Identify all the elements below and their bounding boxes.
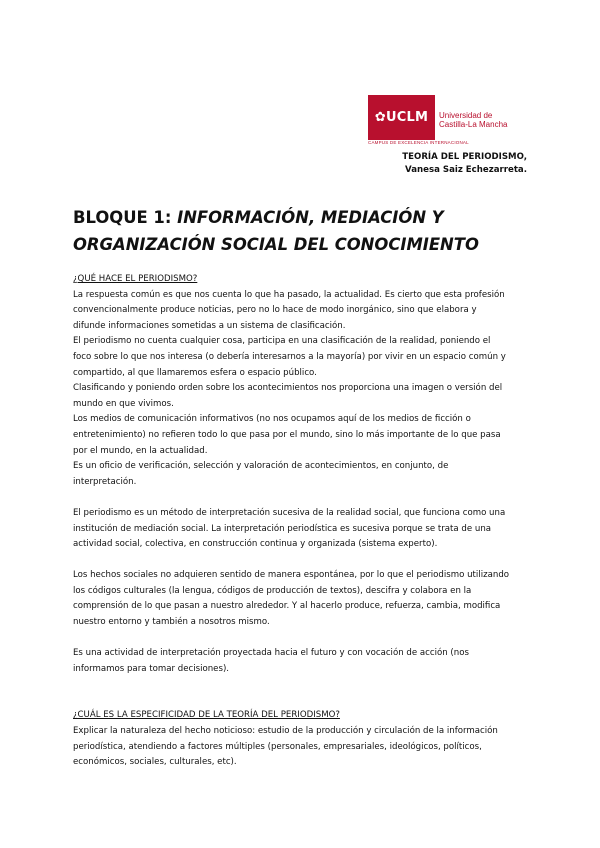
body-line: Es una actividad de interpretación proyectada hacia el futuro y con vocación de acción (nos (73, 648, 469, 659)
logo-badge (368, 95, 435, 140)
body-line: interpretación. (73, 476, 137, 487)
logo-name-line2: Castilla-La Mancha (439, 120, 508, 129)
body-line: Es un oficio de verificación, selección y valoración de acontecimientos, en conjunto, de (73, 461, 449, 472)
body-line: económicos, sociales, culturales, etc). (73, 757, 237, 768)
logo-name-line1: Universidad de (439, 111, 493, 120)
body-line: informamos para tomar decisiones). (73, 663, 230, 674)
course-title: TEORÍA DEL PERIODISMO, (402, 152, 527, 162)
body-line: La respuesta común es que nos cuenta lo que ha pasado, la actualidad. Es cierto que esta profesión (73, 289, 505, 300)
author-name: Vanesa Saiz Echezarreta. (405, 165, 527, 175)
body-line: Clasificando y poniendo orden sobre los acontecimientos nos proporciona una imagen o versión del (73, 383, 503, 394)
body-line: compartido, al que llamaremos esfera o espacio público. (73, 367, 317, 378)
section-gap (73, 677, 533, 708)
body-line: por el mundo, en la actualidad. (73, 445, 208, 456)
body-line: entretenimiento) no refieren todo lo que pasa por el mundo, sino lo más importante de lo que pasa (73, 429, 501, 440)
body-line: foco sobre lo que nos interesa (o debería interesarnos a la mayoría) por vivir en un espacio común y (73, 351, 506, 362)
course-header (402, 151, 527, 177)
body-line: comprensión de lo que pasan a nuestro alrededor. Y al hacerlo produce, refuerza, cambia, modifica (73, 601, 501, 612)
document-body (73, 272, 533, 771)
body-line: los códigos culturales (la lengua, códigos de producción de textos), descifra y colabora en la (73, 585, 472, 596)
body-line: El periodismo no cuenta cualquier cosa, participa en una clasificación de la realidad, poniendo el (73, 336, 491, 347)
body-line: nuestro entorno y también a nosotros mismo. (73, 617, 270, 628)
body-line: mundo en que vivimos. (73, 398, 174, 409)
university-logo (368, 95, 528, 145)
body-line: Explicar la naturaleza del hecho noticioso: estudio de la producción y circulación de la información (73, 726, 498, 737)
section-heading-1: ¿QUÉ HACE EL PERIODISMO? (73, 274, 198, 284)
title-line1: INFORMACIÓN, MEDIACIÓN Y (177, 208, 444, 227)
body-line: difunde informaciones sometidas a un sistema de clasificación. (73, 320, 346, 331)
title-line2: ORGANIZACIÓN SOCIAL DEL CONOCIMIENTO (73, 235, 479, 254)
body-line: El periodismo es un método de interpretación sucesiva de la realidad social, que funciona como una (73, 507, 506, 518)
body-line: convencionalmente produce noticias, pero no lo hace de modo inorgánico, sino que elabora y (73, 305, 477, 316)
paragraph-gap (73, 490, 533, 506)
body-line: institución de mediación social. La interpretación periodística es sucesiva porque se trata de una (73, 523, 492, 534)
logo-mark: ✿UCLM (374, 110, 429, 125)
body-line: Los hechos sociales no adquieren sentido de manera espontánea, por lo que el periodismo utilizando (73, 570, 510, 581)
document-title (73, 204, 543, 258)
paragraph-gap (73, 553, 533, 569)
title-prefix: BLOQUE 1: (73, 208, 178, 227)
body-line: Los medios de comunicación informativos (no nos ocupamos aquí de los medios de ficción o (73, 414, 471, 425)
paragraph-gap (73, 631, 533, 647)
section-heading-2: ¿CUÁL ES LA ESPECIFICIDAD DE LA TEORÍA DEL PERIODISMO? (73, 710, 340, 721)
logo-name (439, 111, 507, 129)
body-line: periodística, atendiendo a factores múltiples (personales, empresariales, ideológicos, políticos, (73, 741, 482, 752)
body-line: actividad social, colectiva, en construcción continua y organizada (sistema experto). (73, 539, 438, 550)
logo-subtitle: CAMPUS DE EXCELENCIA INTERNACIONAL (368, 140, 469, 145)
